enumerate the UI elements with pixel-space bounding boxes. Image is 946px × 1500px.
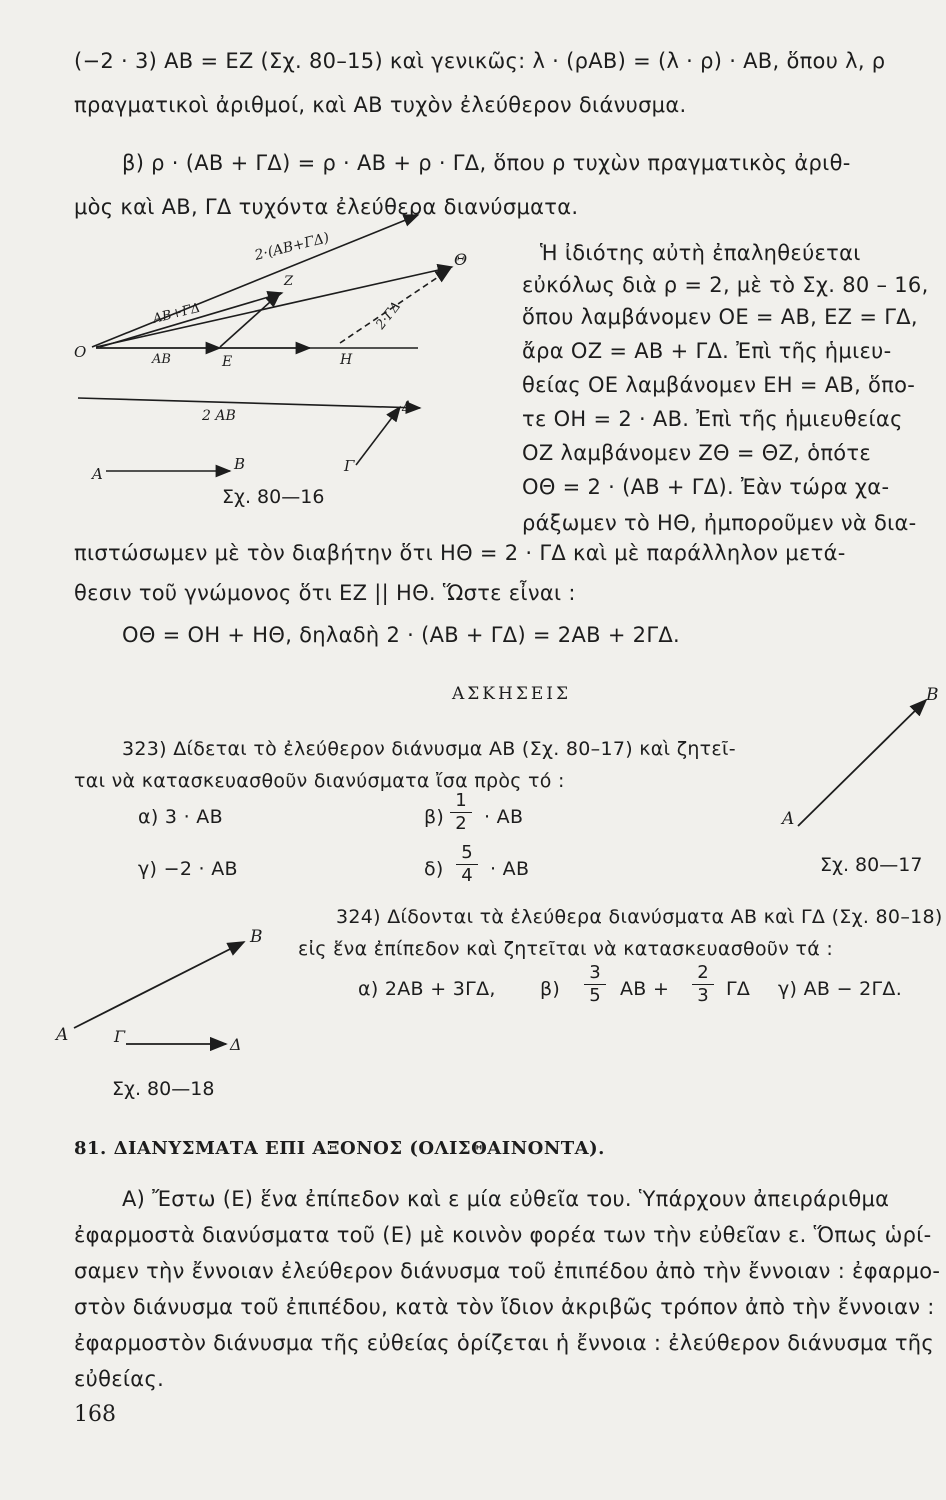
- exercise-item-c: γ) AB − 2ΓΔ.: [778, 978, 903, 1000]
- vector-2-ab-plus-gd: [92, 215, 418, 347]
- figure-caption: Σχ. 80—17: [820, 854, 923, 876]
- page-number: 168: [74, 1402, 116, 1427]
- vector-e-z: [220, 293, 280, 347]
- section-title: 81. ΔΙΑΝΥΣΜΑΤΑ ΕΠΙ ΑΞΟΝΟΣ (ΟΛΙΣΘΑΙΝΟΝΤΑ).: [74, 1138, 605, 1159]
- text-line: ἄρα OZ = AB + ΓΔ. Ἐπὶ τῆς ἡμιευ-: [522, 339, 892, 363]
- text-line: εὐθείας.: [74, 1367, 165, 1391]
- text-line: θεσιν τοῦ γνώμονος ὅτι EZ || HΘ. Ὥστε εἶναι :: [74, 581, 576, 605]
- label-ab: AB: [152, 352, 171, 367]
- text-line: OΘ = 2 · (AB + ΓΔ). Ἐὰν τώρα χα-: [522, 475, 890, 499]
- fraction: $\frac{3}{5}$: [584, 962, 606, 1007]
- label-b: B: [926, 685, 939, 705]
- text-line: ἐφαρμοστὸν διάνυσμα τῆς εὐθείας ὁρίζεται ἡ ἔννοια : ἐλεύθερον διάνυσμα τῆς: [74, 1331, 935, 1355]
- exercise-item-b-mid: AB +: [620, 978, 670, 1000]
- text-line: σαμεν τὴν ἔννοιαν ἐλεύθερον διάνυσμα τοῦ ἐπιπέδου ἀπὸ τὴν ἔννοιαν : ἐφαρμο-: [74, 1259, 941, 1283]
- text-line: τε OH = 2 · AB. Ἐπὶ τῆς ἡμιευθείας: [522, 407, 903, 431]
- figure-80-17: [776, 678, 946, 838]
- text-line: OΘ = OH + HΘ, δηλαδὴ 2 · (AB + ΓΔ) = 2AB + 2ΓΔ.: [122, 623, 680, 647]
- text-line: πιστώσωμεν μὲ τὸν διαβήτην ὅτι HΘ = 2 · ΓΔ καὶ μὲ παράλληλον μετά-: [74, 541, 846, 565]
- text-line: εὐκόλως διὰ ρ = 2, μὲ τὸ Σχ. 80 – 16,: [522, 273, 929, 297]
- label-delta: Δ: [230, 1035, 242, 1054]
- text-line: ἐφαρμοστὰ διανύσματα τοῦ (Ε) μὲ κοινὸν φορέα των τὴν εὐθεῖαν ε. Ὅπως ὡρί-: [74, 1223, 932, 1247]
- exercise-line: 324) Δίδονται τὰ ἐλεύθερα διανύσματα AB καὶ ΓΔ (Σχ. 80–18): [336, 906, 943, 928]
- vector-2ab: [78, 398, 420, 408]
- vector-gd: [356, 407, 400, 465]
- fraction: $\frac{2}{3}$: [692, 962, 714, 1007]
- exercise-item-b-suffix: ΓΔ: [726, 978, 751, 1000]
- label-b: B: [250, 927, 263, 947]
- text-line: στὸν διάνυσμα τοῦ ἐπιπέδου, κατὰ τὸν ἴδιον ἀκριβῶς τρόπον ἀπὸ τὴν ἔννοιαν :: [74, 1295, 935, 1319]
- exercise-line: ται νὰ κατασκευασθοῦν διανύσματα ἴσα πρὸς τό :: [74, 770, 565, 792]
- figure-caption: Σχ. 80—16: [222, 486, 325, 508]
- text-line: πραγματικοὶ ἀριθμοί, καὶ AB τυχὸν ἐλεύθερον διάνυσμα.: [74, 93, 687, 117]
- vector-ab: [798, 700, 926, 826]
- exercise-item-d-prefix: δ): [424, 858, 444, 880]
- label-gamma: Γ: [344, 457, 355, 475]
- vector-ab: [74, 942, 244, 1028]
- text-line: (−2 · 3) AB = EZ (Σχ. 80–15) καὶ γενικῶς: λ · (ρAB) = (λ · ρ) · AB, ὅπου λ, ρ: [74, 49, 886, 73]
- label-b: B: [234, 455, 246, 473]
- label-a: A: [782, 809, 795, 829]
- figure-80-16: [70, 225, 510, 485]
- text-line: θείας OE λαμβάνομεν EH = AB, ὅπο-: [522, 373, 916, 397]
- vector-o-z: [100, 293, 282, 347]
- text-line: Ἡ ἰδιότης αὐτὴ ἐπαληθεύεται: [540, 241, 861, 265]
- label-delta: Δ: [402, 399, 413, 415]
- text-line: OZ λαμβάνομεν ZΘ = ΘZ, ὁπότε: [522, 441, 872, 465]
- text-line: μὸς καὶ AB, ΓΔ τυχόντα ἐλεύθερα διανύσματα.: [74, 195, 579, 219]
- label-a: A: [56, 1025, 69, 1045]
- label-ab-plus-gd: AB+ΓΔ: [151, 300, 202, 327]
- label-a: A: [92, 465, 103, 483]
- exercise-item-c: γ) −2 · AB: [138, 858, 238, 880]
- label-z: Z: [284, 274, 294, 289]
- label-gamma: Γ: [114, 1027, 126, 1046]
- figure-caption: Σχ. 80—18: [112, 1078, 215, 1100]
- label-2ab: 2 AB: [202, 408, 236, 424]
- exercise-item-b-suffix: · AB: [484, 806, 524, 828]
- figure-80-18: [50, 920, 280, 1060]
- label-2-ab-plus-gd: 2·(AB+ΓΔ): [253, 229, 331, 264]
- label-h: H: [340, 352, 353, 368]
- exercise-item-b-prefix: β): [424, 806, 445, 828]
- exercise-line: εἰς ἕνα ἐπίπεδον καὶ ζητεῖται νὰ κατασκευασθοῦν τά :: [298, 938, 834, 960]
- label-e: E: [222, 354, 233, 370]
- label-o: O: [74, 343, 87, 361]
- exercise-line: 323) Δίδεται τὸ ἐλεύθερον διάνυσμα AB (Σχ. 80–17) καὶ ζητεῖ-: [122, 738, 736, 760]
- text-line: ράξωμεν τὸ HΘ, ἠμποροῦμεν νὰ δια-: [522, 511, 917, 535]
- exercise-item-a: α) 3 · AB: [138, 806, 223, 828]
- label-2-gd: 2·ΓΔ: [373, 298, 405, 333]
- fraction: $\frac{1}{2}$: [450, 790, 472, 835]
- exercise-item-d-suffix: · AB: [490, 858, 530, 880]
- text-line: ὅπου λαμβάνομεν OE = AB, EZ = ΓΔ,: [522, 305, 918, 329]
- text-line: Α) Ἔστω (Ε) ἕνα ἐπίπεδον καὶ ε μία εὐθεῖα του. Ὑπάρχουν ἀπειράριθμα: [122, 1187, 890, 1211]
- exercises-heading: ΑΣΚΗΣΕΙΣ: [452, 684, 571, 704]
- fraction: $\frac{5}{4}$: [456, 842, 478, 887]
- label-theta: Θ: [454, 250, 468, 269]
- text-line: β) ρ · (AB + ΓΔ) = ρ · AB + ρ · ΓΔ, ὅπου ρ τυχὼν πραγματικὸς ἀριθ-: [122, 151, 851, 175]
- exercise-item-a: α) 2AB + 3ΓΔ,: [358, 978, 496, 1000]
- exercise-item-b-prefix: β): [540, 978, 561, 1000]
